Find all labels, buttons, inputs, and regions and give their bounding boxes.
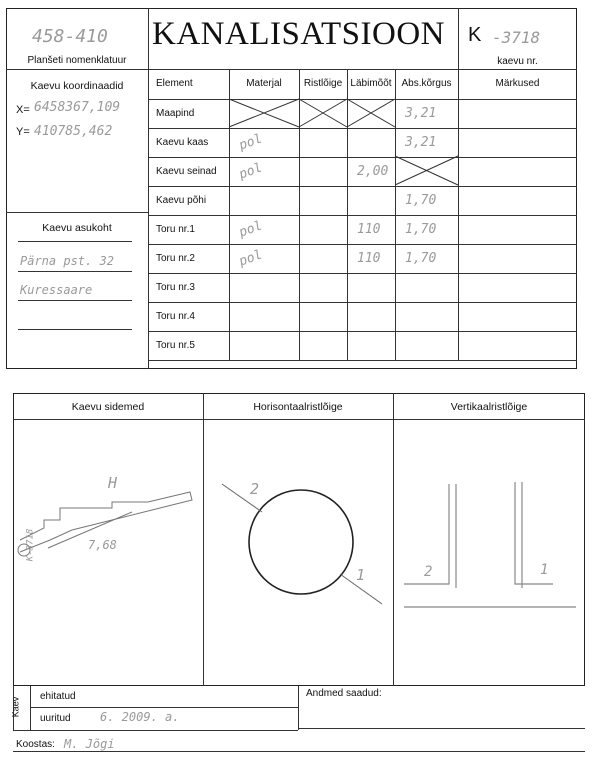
divider [298,728,585,729]
coord-x-value: 6458367,109 [34,100,121,115]
coords-label: Kaevu koordinaadid [30,80,124,92]
ties-measure: 7,68 [88,538,117,552]
table-header: Materjal [246,78,282,89]
table-cell-labimoot: 2,00 [357,164,389,179]
table-row-element: Kaevu kaas [156,137,209,148]
page-title: KANALISATSIOON [152,16,445,52]
table-cell-labimoot: 110 [357,251,381,266]
vertical-section-label: Vertikaalristlõige [450,401,528,413]
well-number-label: kaevu nr. [497,56,538,67]
v-pipe1-label: 1 [540,562,549,578]
compiled-label: Koostas: [16,739,55,750]
v-pipe2-label: 2 [424,564,433,580]
h-pipe2-label: 2 [250,480,260,498]
table-header: Abs.kõrgus [401,78,452,89]
built-label: ehitatud [40,691,76,702]
table-header: Märkused [495,78,540,89]
plansheet-value: 458-410 [32,26,108,47]
divider [298,686,299,730]
table-row-element: Toru nr.3 [156,282,195,293]
horizontal-section-label: Horisontaalristlõige [253,401,343,413]
table-row-element: Kaevu seinad [156,166,217,177]
table-header: Läbimõõt [350,78,392,89]
ties-well-label: K-3718 [25,528,36,562]
table-row-element: Maapind [156,108,195,119]
table-cell-abs: 1,70 [405,251,437,266]
table-row-element: Toru nr.4 [156,311,195,322]
coord-y-label: Y= [16,126,30,138]
table-cell-abs: 3,21 [405,106,437,121]
coord-x-label: X= [16,104,30,116]
divider [13,751,585,752]
table-cell-abs: 1,70 [405,193,437,208]
ties-label: Kaevu sidemed [71,401,145,413]
divider [30,707,298,708]
plansheet-label: Planšeti nomenklatuur [27,55,127,66]
table-cell-materjal: pol [237,131,265,154]
divider [13,730,298,731]
table-row-element: Toru nr.2 [156,253,195,264]
table-row-element: Toru nr.5 [156,340,195,351]
location-label: Kaevu asukoht [42,222,112,234]
table-cell-labimoot: 110 [357,222,381,237]
location-line1: Pärna pst. 32 [20,254,114,268]
kaev-label: Kaev [10,696,21,718]
table-cell-abs: 1,70 [405,222,437,237]
ties-house-label: H [108,474,118,492]
surveyed-label: uuritud [40,713,71,724]
coord-y-value: 410785,462 [34,124,113,139]
compiled-value: M. Jõgi [64,737,115,751]
h-pipe1-label: 1 [356,566,366,584]
table-cell-materjal: pol [237,160,265,183]
table-header: Ristlõige [303,78,343,89]
location-line2: Kuressaare [20,283,93,297]
table-row-element: Kaevu põhi [156,195,207,206]
table-header: Element [156,78,193,89]
well-number-prefix: K [468,24,482,46]
data-received-label: Andmed saadud: [306,688,382,699]
table-cell-materjal: pol [237,247,265,270]
surveyed-value: 6. 2009. a. [100,710,180,724]
table-cell-materjal: pol [237,218,265,241]
table-row-element: Toru nr.1 [156,224,195,235]
table-cell-abs: 3,21 [405,135,437,150]
divider [30,686,31,730]
well-number-value: -3718 [492,28,541,47]
